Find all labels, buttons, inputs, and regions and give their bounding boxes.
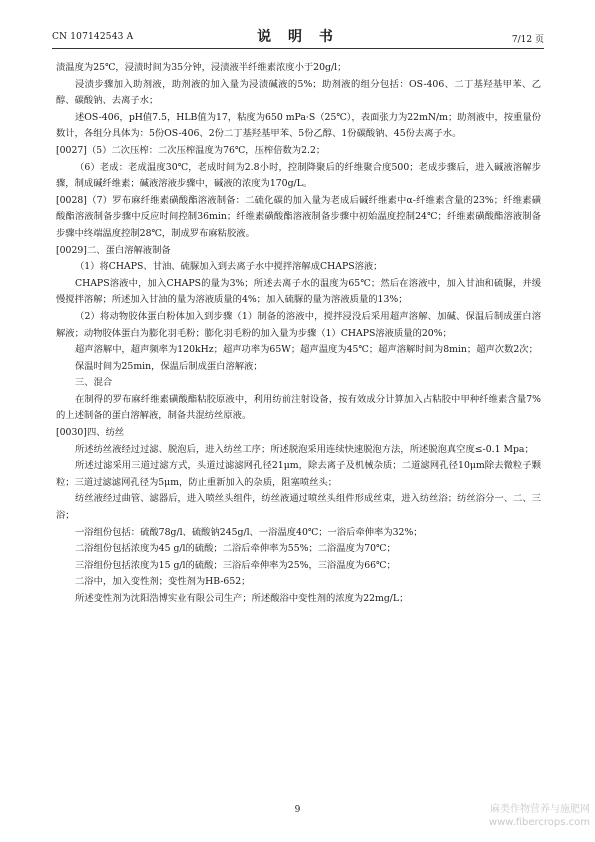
paragraph-marker: [0030] [56, 427, 87, 439]
paragraph [56, 243, 541, 260]
watermark [430, 803, 590, 829]
paragraph-text: （6）老成：老成温度30℃，老成时间为2.8小时，控制降聚后的纤维聚合度500；老成步骤后，进入碱液溶解步骤，制成碱纤维素；碱液溶液步骤中，碱液的浓度为170g/L。 [56, 161, 541, 190]
paragraph-marker: [0027] [56, 144, 87, 156]
watermark-url: www.fibercrops.com [488, 817, 590, 828]
paragraph-text: 二、蛋白溶解液制备 [87, 244, 171, 256]
paragraph-text: 所述纺丝液经过过滤、脱泡后，进入纺丝工序；所述脱泡采用连续快速脱泡方法，所述脱泡真空度≤-0.1 Mpa； [75, 443, 534, 455]
paragraph-text: 超声溶解中，超声频率为120kHz；超声功率为65W；超声温度为45℃；超声溶解时间为8min；超声次数2次； [75, 344, 538, 356]
paragraph-text: （1）将CHAPS、甘油、硫脲加入到去离子水中搅拌溶解成CHAPS溶液； [75, 261, 383, 273]
paragraph [56, 193, 541, 243]
paragraph-text: （2）将动物胶体蛋白粉体加入到步骤（1）制备的溶液中，搅拌浸没后采用超声溶解、加碱、保温后制成蛋白溶解液；动物胶体蛋白为膨化羽毛粉；膨化羽毛粉的加入量为步骤（1）CHAPS溶液质量的20%； [56, 310, 541, 339]
page-number: 9 [294, 805, 301, 815]
paragraph-text: 述OS-406，pH值7.5，HLB值为17，粘度为650 mPa·S（25℃），表面张力为22mN/m；助剂液中，按重量份数计，各组分具体为：5份OS-406、2份二丁基羟基甲苯、5份乙醇、1份碳酸钠、45份去离子水。 [56, 111, 541, 140]
paragraph [56, 375, 541, 392]
paragraph [56, 259, 541, 276]
paragraph-text: 三浴组份包括浓度为15 g/l的硫酸；三浴后牵伸率为25%，三浴温度为66℃； [75, 559, 396, 571]
paragraph [56, 110, 541, 143]
paragraph-text: 二浴中，加入变性剂；变性剂为HB-652； [75, 576, 251, 588]
paragraph [56, 491, 541, 524]
paragraph [56, 541, 541, 558]
paragraph [56, 525, 541, 542]
paragraph [56, 574, 541, 591]
page-indicator: 7/12 页 [511, 35, 544, 45]
paragraph-text: CHAPS溶液中，加入CHAPS的量为3%；所述去离子水的温度为65℃；然后在溶液中，加入甘油和硫脲，并缓慢搅拌溶解；所述加入甘油的量为溶液质量的4%；加入硫脲的量为溶液质量的13%； [56, 277, 541, 306]
paragraph [56, 60, 541, 77]
paragraph [56, 143, 541, 160]
paragraph-text: 纺丝液经过曲管、滤器后，进入喷丝头组件，纺丝液通过喷丝头组件形成丝束，进入纺丝浴；纺丝浴分一、二、三浴； [56, 493, 541, 522]
document-title: 说 明 书 [257, 29, 339, 45]
paragraph [56, 160, 541, 193]
paragraph-text: 所述变性剂为沈阳浩博实业有限公司生产；所述酸浴中变性剂的浓度为22mg/L； [75, 593, 409, 604]
paragraph-text: 所述过滤采用三道过滤方式，头道过滤滤网孔径21μm，除去离子及机械杂质；二道滤网孔径10μm除去微粒子颗粒；三道过滤滤网孔径为5μm，防止重新加入的杂质，阻塞喷丝头； [56, 460, 541, 488]
paragraph-text: 渍温度为25℃，浸渍时间为35分钟，浸渍液半纤维素浓度小于20g/l； [56, 62, 347, 73]
paragraph [56, 558, 541, 575]
paragraph-text: 保温时间为25min，保温后制成蛋白溶解液； [75, 360, 263, 372]
paragraph [56, 276, 541, 309]
paragraph-text: 三、混合 [75, 377, 113, 389]
page-header [52, 26, 544, 49]
paragraph-text: 浸渍步骤加入助剂液，助剂液的加入量为浸渍碱液的5%；助剂液的组分包括：OS-406、二丁基羟基甲苯、乙醇、碳酸钠、去离子水； [56, 78, 541, 107]
paragraph [56, 392, 541, 425]
paragraph-text: （5）二次压榨：二次压榨温度为76℃，压榨倍数为2.2； [87, 144, 326, 156]
paragraph [56, 359, 541, 376]
paragraph-text: 二浴组份包括浓度为45 g/l的硫酸；二浴后牵伸率为55%；二浴温度为70℃； [75, 543, 396, 555]
paragraph [56, 425, 541, 442]
watermark-site-name: 麻类作物营养与施肥网 [490, 804, 590, 815]
paragraph [56, 442, 541, 459]
paragraph [56, 309, 541, 342]
paragraph-text: （7）罗布麻纤维素磺酸酯溶液制备：二硫化碳的加入量为老成后碱纤维素中α-纤维素含量的23%；纤维素磺酸酯溶液制备步骤中反应时间控制36min；纤维素磺酸酯溶液制备步骤中初始温度控制24℃；纤维素磺酸酯溶液制备步骤中终端温度控制28℃，制成罗布麻粘胶液。 [56, 194, 541, 239]
paragraph [56, 591, 541, 608]
paragraph-text: 四、纺丝 [87, 427, 125, 439]
paragraph-marker: [0029] [56, 244, 87, 256]
paragraph [56, 458, 541, 491]
paragraph-text: 在制得的罗布麻纤维素磺酸酯粘胶原液中，利用纺前注射设备，按有效成分计算加入占粘胶中甲种纤维素含量7%的上述制备的蛋白溶解液，制备共混纺丝原液。 [56, 393, 541, 422]
paragraph [56, 342, 541, 359]
document-body [56, 60, 541, 608]
paragraph-text: 一浴组份包括：硫酸78g/l、硫酸钠245g/l、一浴温度40℃；一浴后牵伸率为32%； [75, 526, 423, 538]
paragraph-marker: [0028] [56, 194, 87, 206]
paragraph [56, 77, 541, 110]
document-number: CN 107142543 A [52, 32, 134, 42]
